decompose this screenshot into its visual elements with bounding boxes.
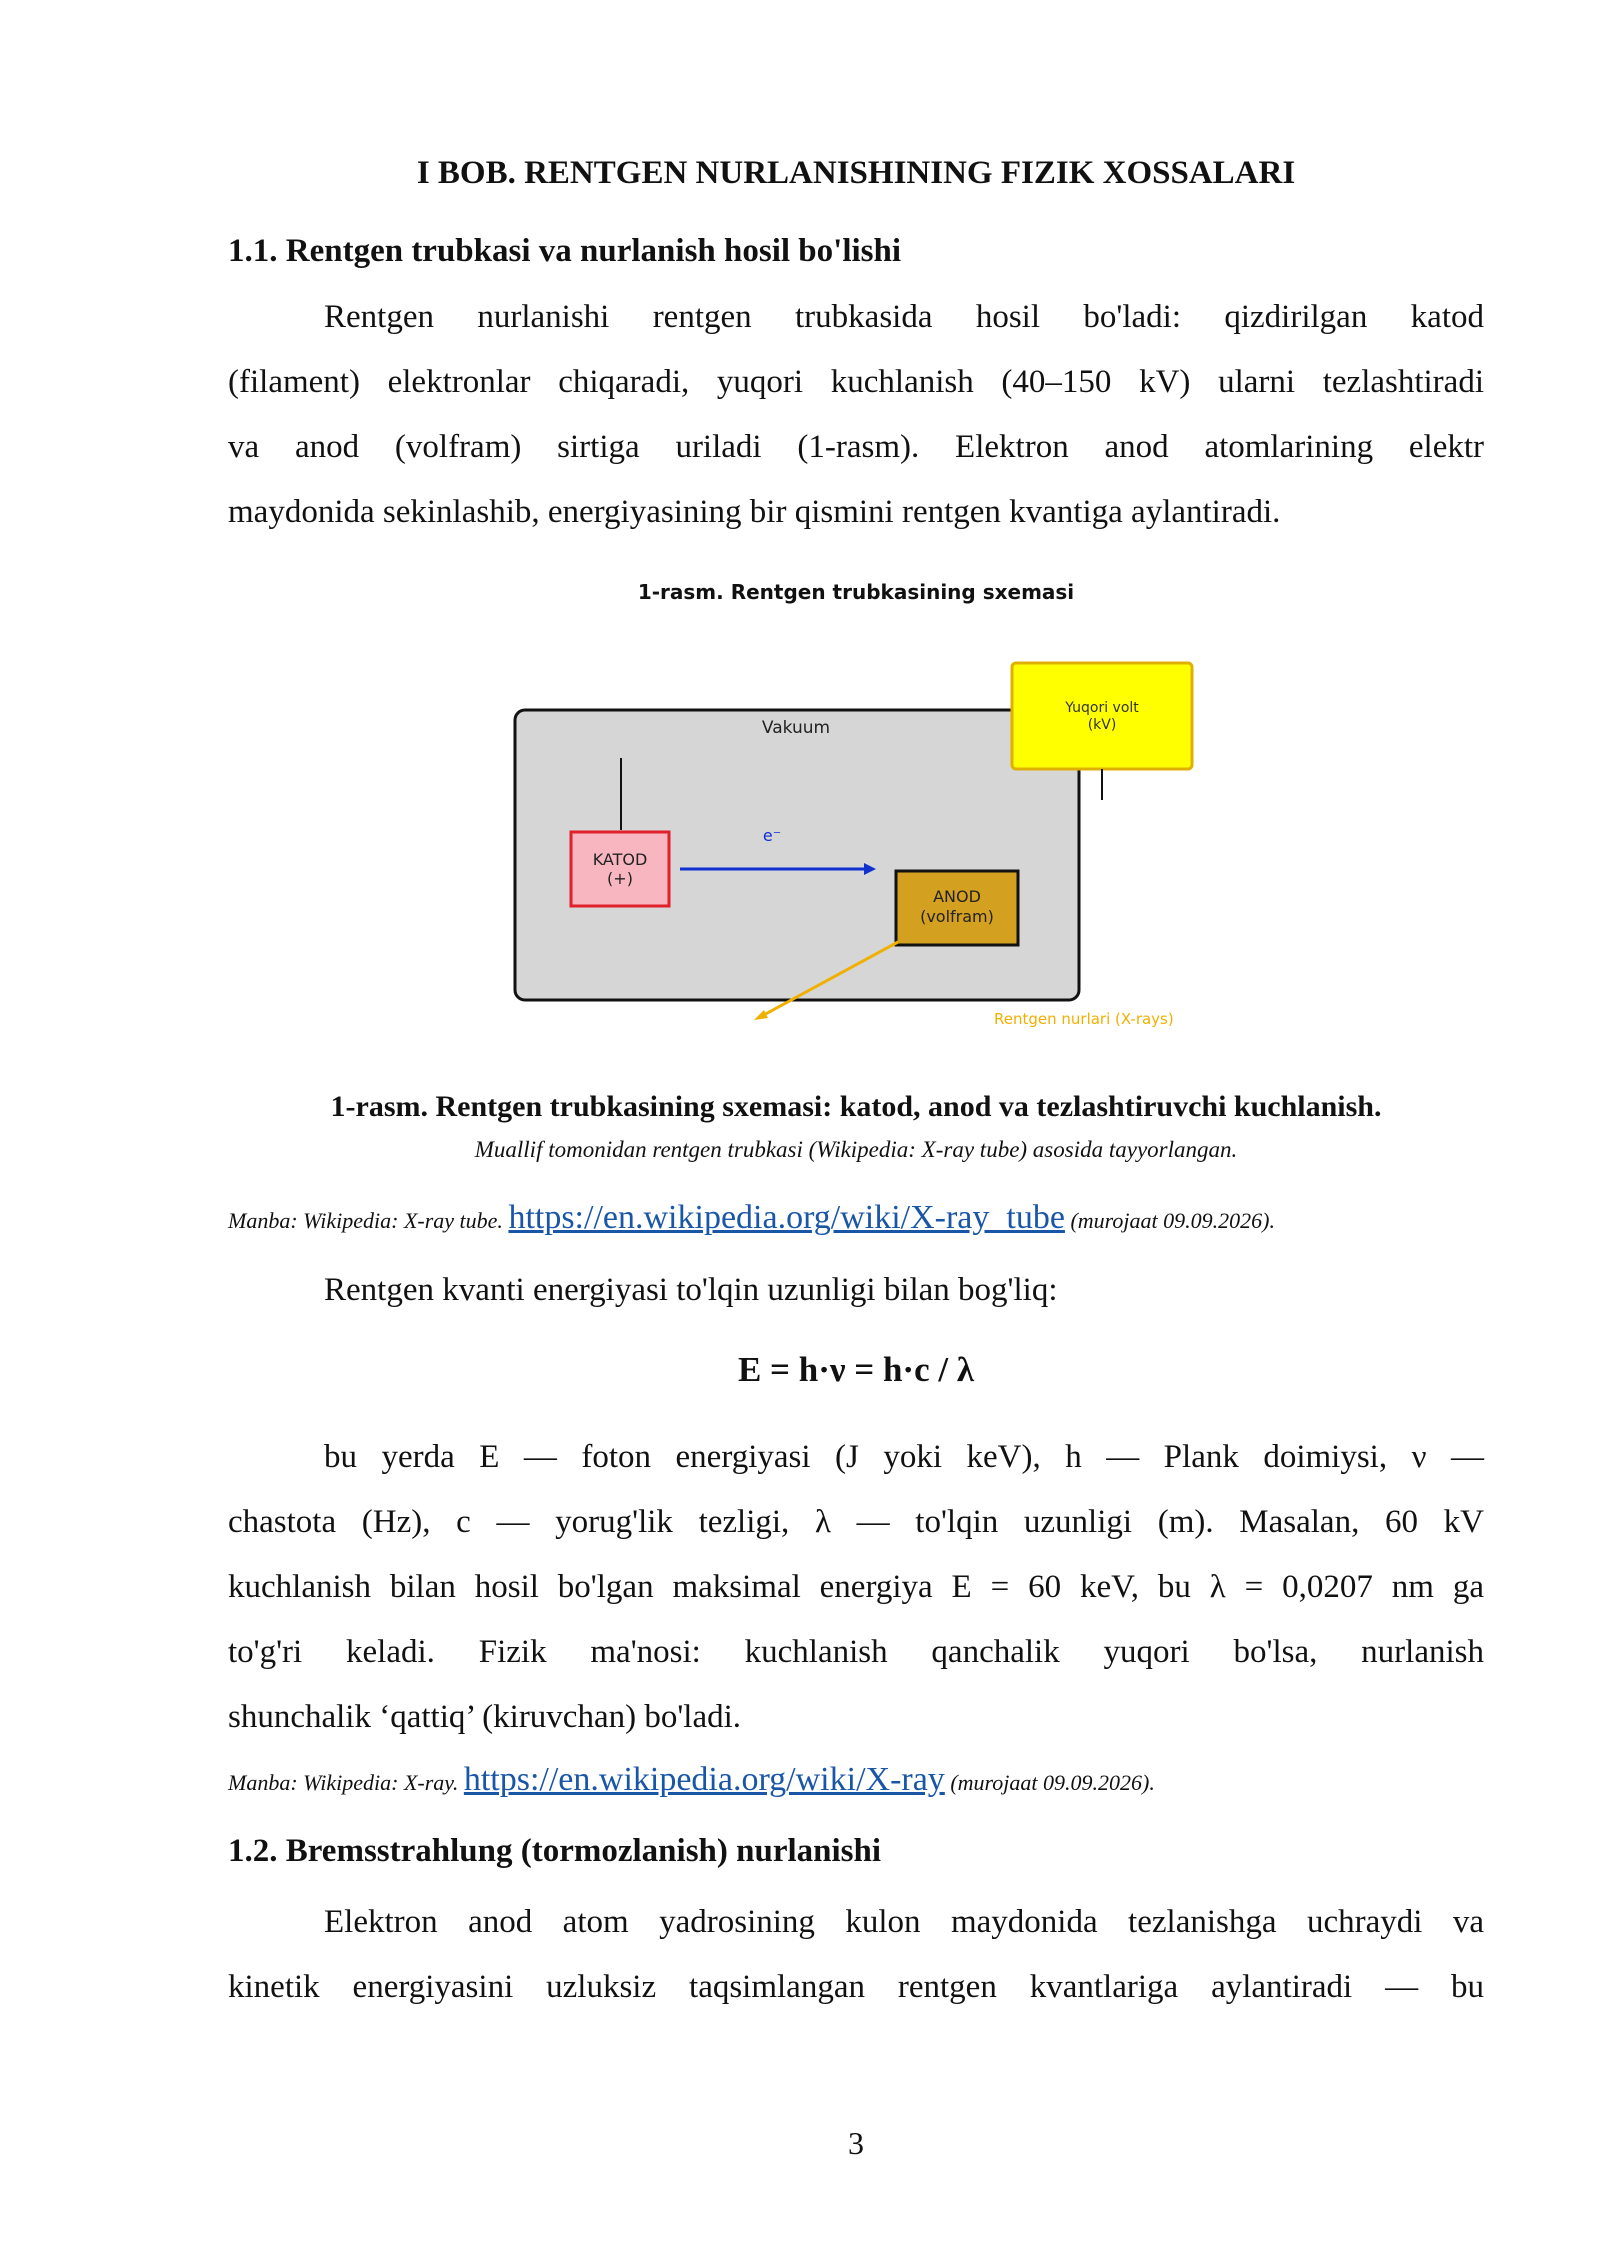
paragraph-3 [228, 1425, 1484, 1750]
hv-label-line1: Yuqori volt [1065, 700, 1139, 716]
hv-label-line2: (kV) [1087, 717, 1117, 733]
page-number: 3 [848, 2125, 864, 2161]
paragraph-1 [228, 285, 1484, 545]
paragraph-line: Rentgen nurlanishi rentgen trubkasida hosil bo'ladi: qizdirilgan katod [324, 299, 1484, 335]
source-link-xray-tube[interactable]: https://en.wikipedia.org/wiki/X-ray_tube [508, 1199, 1065, 1236]
chapter-title: I BOB. RENTGEN NURLANISHINING FIZIK XOSSALARI [416, 155, 1296, 191]
electron-label: e⁻ [762, 826, 782, 845]
anode-label-line1: ANOD [933, 887, 981, 906]
section-title-1-1: 1.1. Rentgen trubkasi va nurlanish hosil bo'lishi [228, 233, 902, 269]
paragraph-line: maydonida sekinlashib, energiyasining bir qismini rentgen kvantiga aylantiradi. [228, 494, 1281, 530]
xray-tube-diagram [228, 640, 1484, 1040]
energy-formula: E = h·ν = h·c / λ [737, 1350, 975, 1389]
paragraph-line: Elektron anod atom yadrosining kulon maydonida tezlanishga uchraydi va [324, 1904, 1484, 1940]
cathode-label-line2: (+) [607, 869, 633, 888]
cathode-label-line1: KATOD [592, 850, 648, 869]
xray-label: Rentgen nurlari (X-rays) [994, 1010, 1174, 1028]
anode-label-line2: (volfram) [920, 907, 994, 926]
paragraph-2: Rentgen kvanti energiyasi to'lqin uzunligi bilan bog'liq: [324, 1272, 1058, 1308]
figure-caption: 1-rasm. Rentgen trubkasining sxemasi: katod, anod va tezlashtiruvchi kuchlanish. [330, 1090, 1382, 1123]
paragraph-line: shunchalik ‘qattiq’ (kiruvchan) bo'ladi. [228, 1699, 742, 1735]
paragraph-line: (filament) elektronlar chiqaradi, yuqori kuchlanish (40–150 kV) ularni tezlashtiradi [228, 364, 1484, 400]
source-prefix: Manba: Wikipedia: X-ray. [228, 1770, 459, 1795]
section-title-1-2: 1.2. Bremsstrahlung (tormozlanish) nurlanishi [228, 1833, 882, 1869]
high-voltage-box [1012, 663, 1192, 769]
paragraph-line: va anod (volfram) sirtiga uriladi (1-rasm). Elektron anod atomlarining elektr [228, 429, 1484, 465]
figure-subcaption: Muallif tomonidan rentgen trubkasi (Wikipedia: X-ray tube) asosida tayyorlangan. [474, 1137, 1238, 1162]
paragraph-line: bu yerda E — foton energiyasi (J yoki keV), h — Plank doimiysi, ν — [324, 1439, 1484, 1475]
paragraph-4 [228, 1890, 1484, 2020]
figure-title: 1-rasm. Rentgen trubkasining sxemasi [637, 580, 1075, 604]
paragraph-line: chastota (Hz), c — yorug'lik tezligi, λ — to'lqin uzunligi (m). Masalan, 60 kV [228, 1504, 1484, 1540]
source-note-1 [228, 1198, 1484, 1241]
paragraph-line: to'g'ri keladi. Fizik ma'nosi: kuchlanish qanchalik yuqori bo'lsa, nurlanish [228, 1634, 1484, 1670]
vacuum-label: Vakuum [761, 718, 831, 738]
source-prefix: Manba: Wikipedia: X-ray tube. [228, 1208, 503, 1233]
source-suffix: (murojaat 09.09.2026). [1070, 1208, 1275, 1233]
source-link-xray[interactable]: https://en.wikipedia.org/wiki/X-ray [463, 1761, 945, 1798]
source-note-2 [228, 1760, 1484, 1803]
paragraph-line: kuchlanish bilan hosil bo'lgan maksimal energiya E = 60 keV, bu λ = 0,0207 nm ga [228, 1569, 1484, 1605]
xray-beam-arrowhead [754, 1010, 768, 1020]
source-suffix: (murojaat 09.09.2026). [950, 1770, 1155, 1795]
paragraph-line: kinetik energiyasini uzluksiz taqsimlangan rentgen kvantlariga aylantiradi — bu [228, 1969, 1484, 2005]
